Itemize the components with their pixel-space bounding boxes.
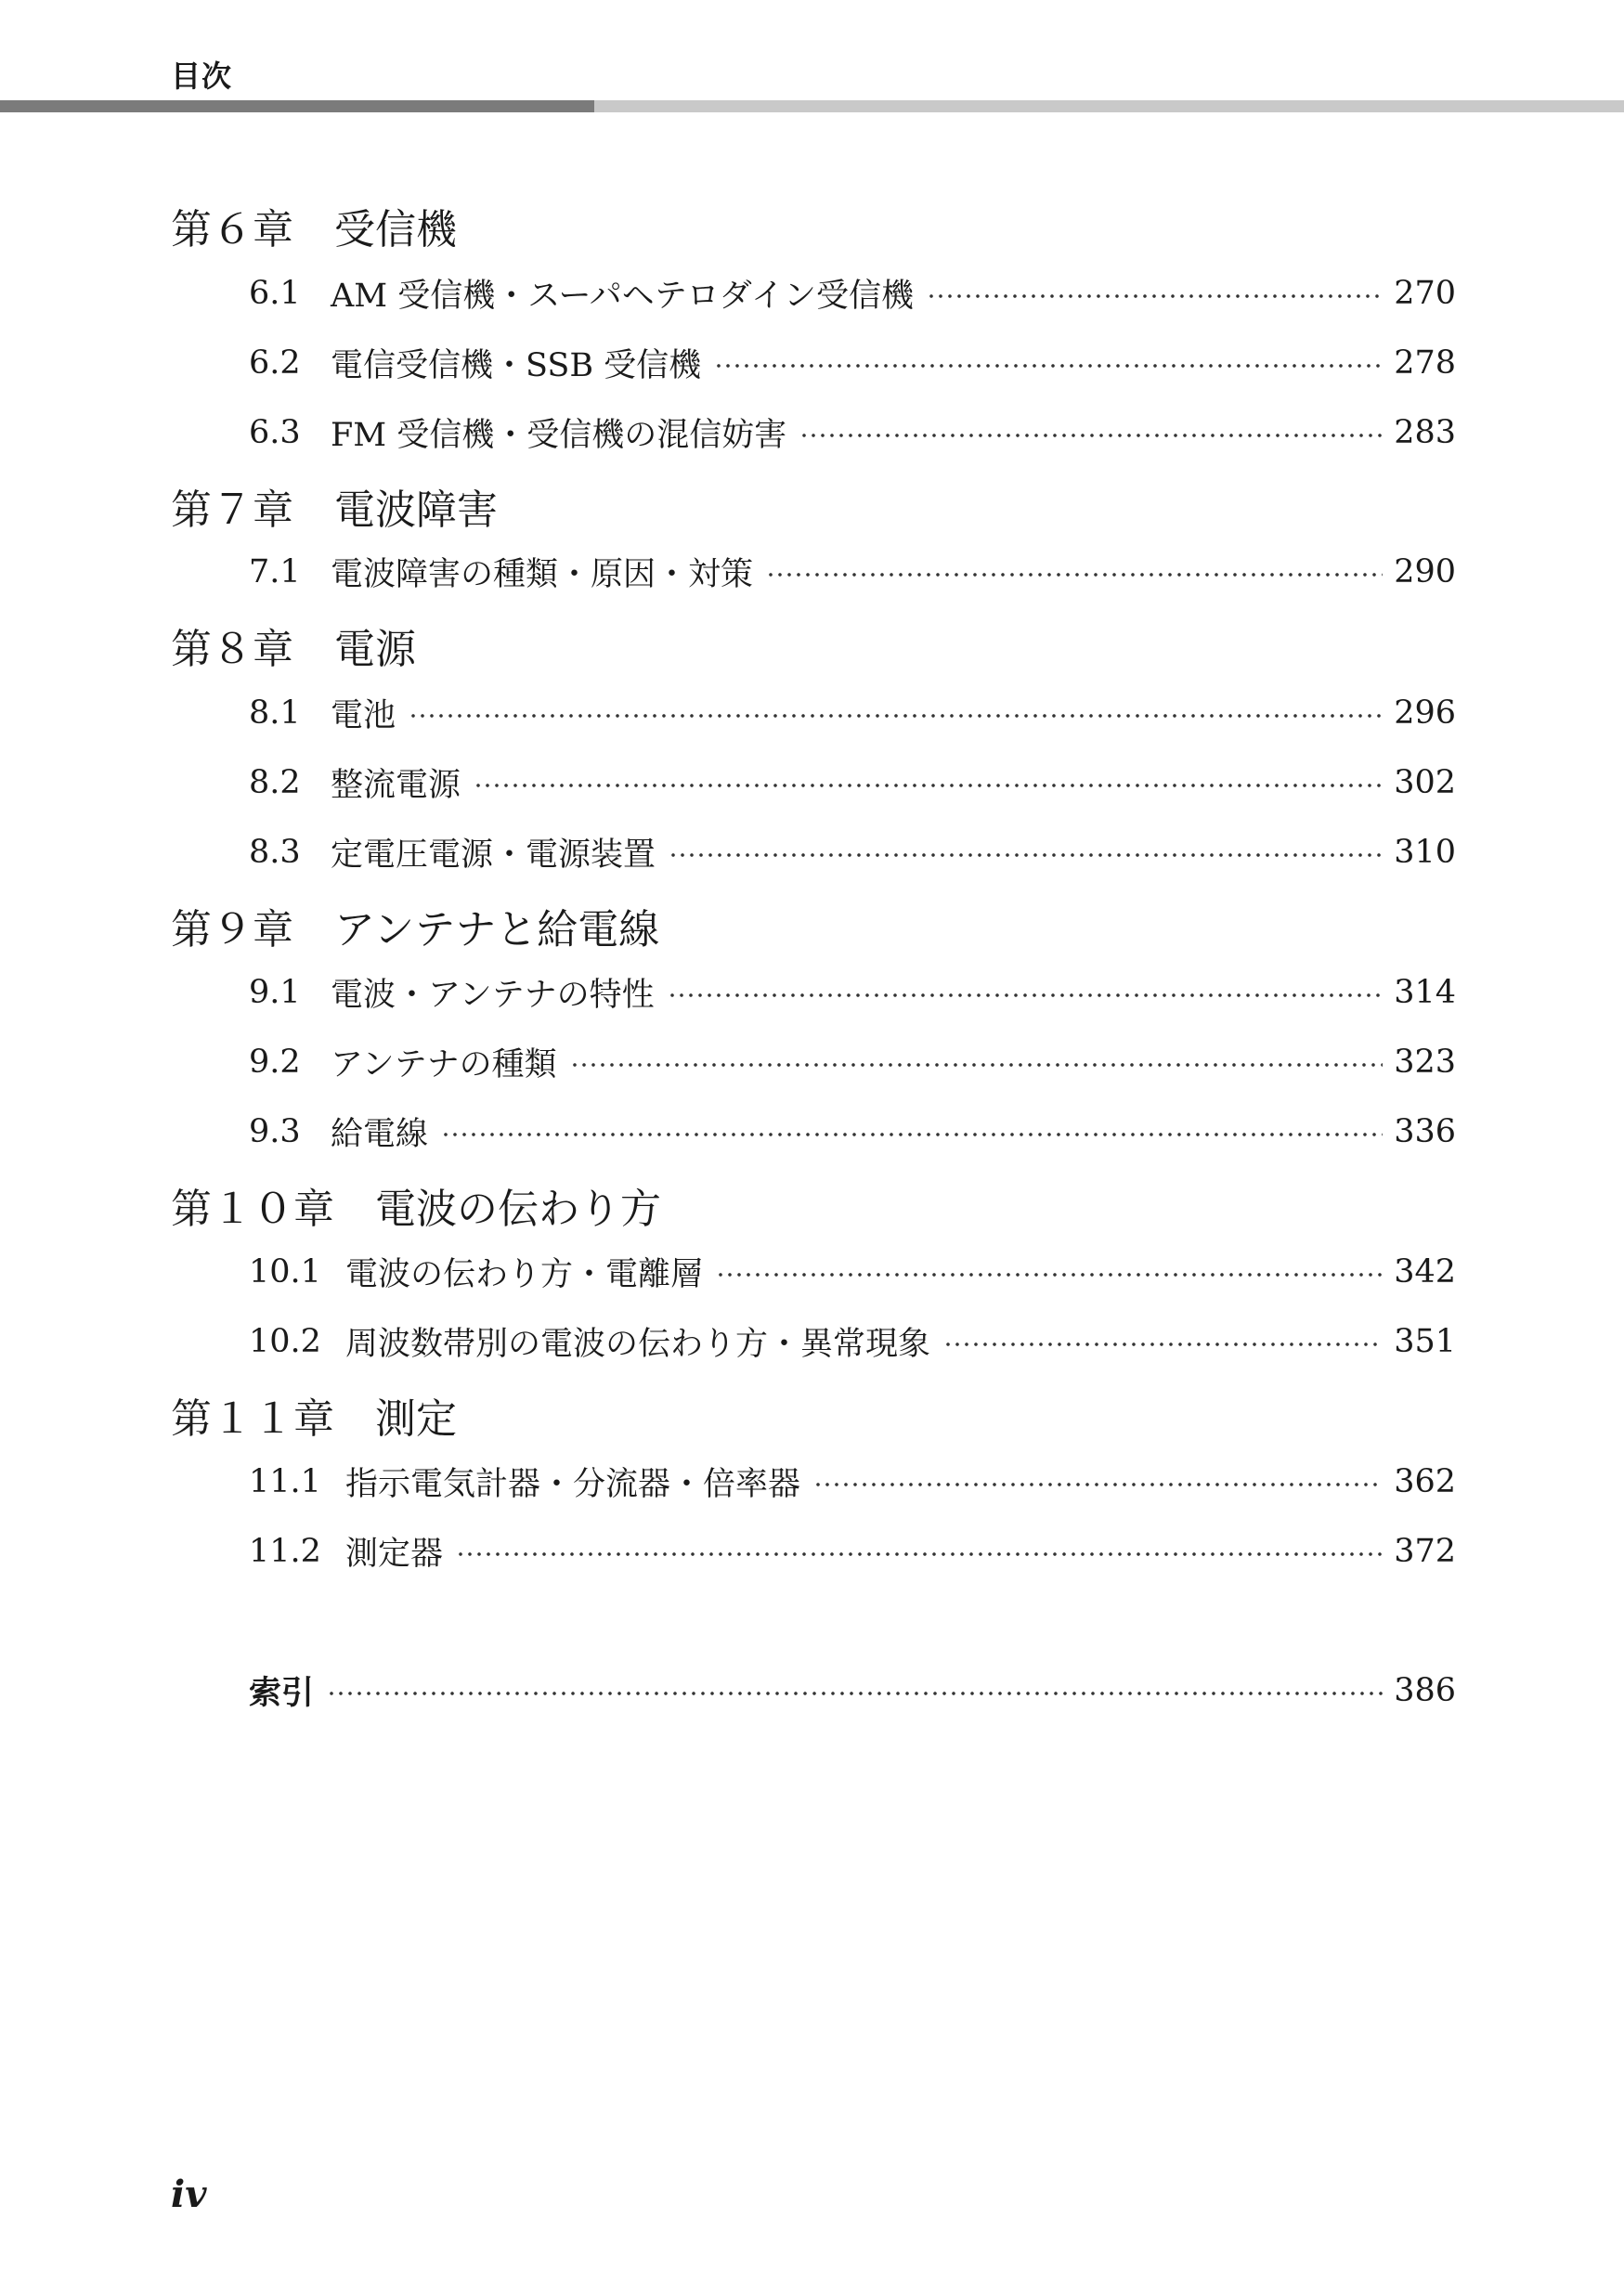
section-number: 9.2 [249, 1044, 301, 1081]
dot-leader [927, 294, 1383, 298]
page-number: 296 [1394, 694, 1456, 732]
section-number: 6.1 [249, 275, 301, 312]
dot-leader [668, 993, 1384, 997]
section-title: 電波・アンテナの特性 [331, 977, 655, 1014]
section-title: 周波数帯別の電波の伝わり方・異常現象 [345, 1326, 931, 1363]
toc-entry-index[interactable] [249, 1667, 1456, 1715]
toc-entry-7-1[interactable] [249, 548, 1456, 596]
section-title: 電波障害の種類・原因・対策 [331, 556, 754, 593]
chapter-label: 第７章 [171, 486, 293, 534]
index-title: 索引 [249, 1675, 315, 1712]
toc-entry-8-3[interactable] [249, 828, 1456, 876]
chapter-label: 第８章 [171, 626, 293, 673]
section-title: 電池 [331, 697, 396, 734]
page-folio: iv [171, 2173, 207, 2216]
toc-entry-11-1[interactable] [249, 1458, 1456, 1506]
section-title: FM 受信機・受信機の混信妨害 [331, 417, 787, 454]
page-number: 351 [1394, 1323, 1456, 1360]
dot-leader [456, 1552, 1383, 1556]
chapter-title: アンテナと給電線 [334, 906, 660, 953]
chapter-heading-6 [171, 202, 457, 258]
dot-leader [799, 434, 1383, 437]
chapter-title: 測定 [375, 1395, 457, 1443]
page-number: 323 [1394, 1044, 1456, 1081]
toc-entry-10-1[interactable] [249, 1248, 1456, 1296]
page-number: 342 [1394, 1253, 1456, 1291]
section-title: 測定器 [345, 1536, 444, 1573]
section-title: AM 受信機・スーパヘテロダイン受信機 [331, 278, 915, 315]
toc-entry-8-2[interactable] [249, 759, 1456, 807]
section-title: 定電圧電源・電源装置 [331, 837, 656, 874]
chapter-label: 第９章 [171, 906, 293, 953]
section-title: アンテナの種類 [331, 1046, 557, 1083]
chapter-label: 第１１章 [171, 1395, 334, 1443]
page-number: 278 [1394, 344, 1456, 382]
dot-leader [714, 364, 1383, 368]
section-number: 10.2 [249, 1323, 321, 1360]
section-title: 電波の伝わり方・電離層 [345, 1256, 704, 1293]
header-rule-light [594, 100, 1624, 112]
chapter-title: 電波の伝わり方 [375, 1186, 661, 1233]
page-number: 302 [1394, 764, 1456, 801]
dot-leader [766, 573, 1383, 577]
section-title: 給電線 [331, 1116, 429, 1153]
chapter-label: 第６章 [171, 206, 293, 253]
section-number: 7.1 [249, 553, 301, 590]
toc-entry-9-2[interactable] [249, 1038, 1456, 1086]
dot-leader [570, 1063, 1384, 1067]
page-number: 270 [1394, 275, 1456, 312]
toc-entry-6-3[interactable] [249, 409, 1456, 457]
section-number: 6.2 [249, 344, 301, 382]
chapter-heading-8 [171, 622, 416, 678]
dot-leader [813, 1483, 1383, 1486]
page-number: 283 [1394, 414, 1456, 451]
section-number: 6.3 [249, 414, 301, 451]
chapter-title: 電源 [334, 626, 416, 673]
chapter-label: 第１０章 [171, 1186, 334, 1233]
page-number: 336 [1394, 1113, 1456, 1150]
section-number: 8.2 [249, 764, 301, 801]
section-number: 11.1 [249, 1463, 321, 1500]
toc-entry-9-1[interactable] [249, 968, 1456, 1017]
section-title: 指示電気計器・分流器・倍率器 [345, 1466, 801, 1503]
section-number: 8.1 [249, 694, 301, 732]
header-rule-dark [0, 100, 594, 112]
dot-leader [474, 784, 1383, 787]
dot-leader [716, 1273, 1383, 1277]
toc-entry-6-2[interactable] [249, 339, 1456, 387]
section-number: 9.3 [249, 1113, 301, 1150]
section-number: 9.1 [249, 974, 301, 1011]
chapter-title: 電波障害 [334, 486, 498, 534]
toc-entry-9-3[interactable] [249, 1108, 1456, 1156]
chapter-heading-11 [171, 1392, 457, 1447]
chapter-heading-7 [171, 483, 498, 538]
page-number: 362 [1394, 1463, 1456, 1500]
chapter-heading-10 [171, 1182, 661, 1238]
section-number: 8.3 [249, 834, 301, 871]
page-number: 386 [1394, 1672, 1456, 1709]
page-number: 290 [1394, 553, 1456, 590]
running-header-title: 目次 [171, 58, 233, 94]
dot-leader [943, 1343, 1383, 1346]
toc-entry-8-1[interactable] [249, 689, 1456, 737]
toc-entry-10-2[interactable] [249, 1317, 1456, 1366]
page-number: 314 [1394, 974, 1456, 1011]
page-number: 310 [1394, 834, 1456, 871]
dot-leader [669, 853, 1383, 857]
section-title: 整流電源 [331, 767, 461, 804]
toc-entry-6-1[interactable] [249, 269, 1456, 318]
section-number: 11.2 [249, 1533, 321, 1570]
dot-leader [441, 1133, 1383, 1136]
chapter-title: 受信機 [334, 206, 457, 253]
page-number: 372 [1394, 1533, 1456, 1570]
chapter-heading-9 [171, 902, 659, 958]
section-number: 10.1 [249, 1253, 321, 1291]
toc-entry-11-2[interactable] [249, 1527, 1456, 1576]
dot-leader [327, 1692, 1383, 1695]
section-title: 電信受信機・SSB 受信機 [331, 347, 702, 384]
dot-leader [409, 714, 1383, 718]
